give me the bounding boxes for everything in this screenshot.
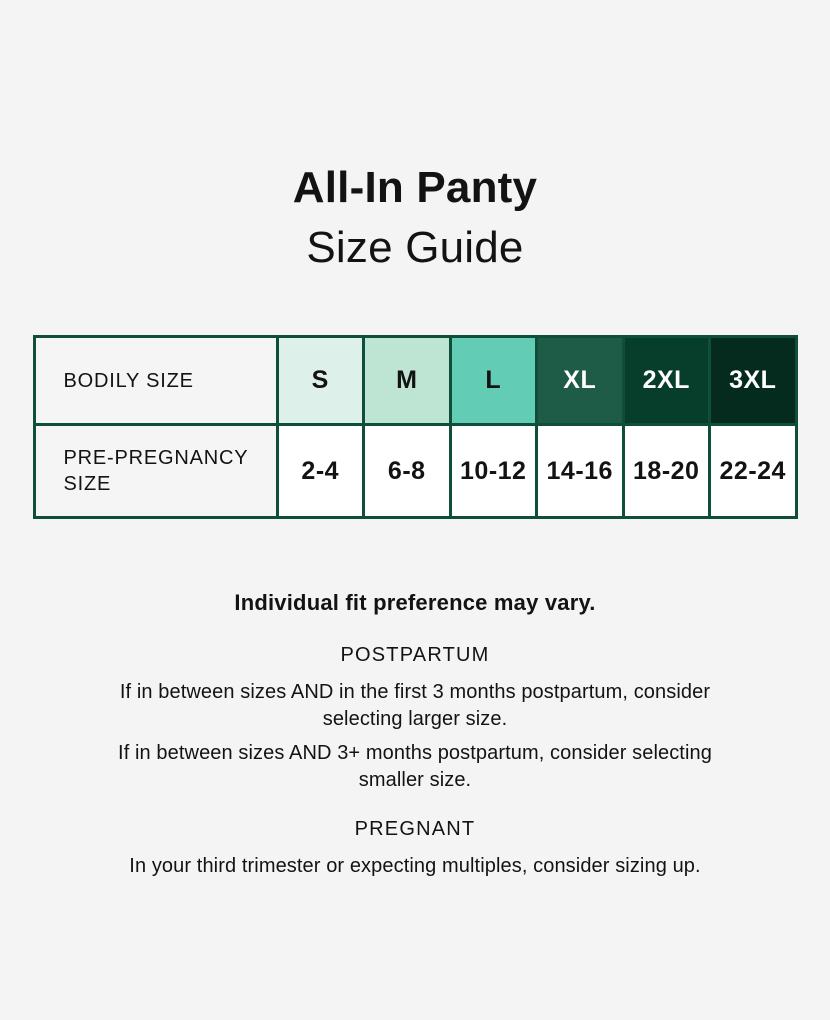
size-value-s: 2-4 bbox=[279, 426, 363, 516]
postpartum-heading: POSTPARTUM bbox=[340, 644, 490, 666]
page-title bbox=[0, 0, 830, 278]
header-row-label: BODILY SIZE bbox=[36, 338, 276, 423]
postpartum-note-2: If in between sizes AND 3+ months postpartum, consider selecting smaller size. bbox=[118, 742, 712, 791]
pregnant-heading: PREGNANT bbox=[354, 818, 476, 840]
size-header-3xl: 3XL bbox=[711, 338, 795, 423]
product-name: All-In Panty bbox=[292, 163, 538, 212]
size-value-3xl: 22-24 bbox=[711, 426, 795, 516]
size-value-m: 6-8 bbox=[365, 426, 449, 516]
size-header-2xl: 2XL bbox=[625, 338, 709, 423]
size-header-m: M bbox=[365, 338, 449, 423]
size-value-l: 10-12 bbox=[452, 426, 536, 516]
size-header-l: L bbox=[452, 338, 536, 423]
postpartum-note-1: If in between sizes AND in the first 3 months postpartum, consider selecting larger size. bbox=[119, 681, 711, 730]
fit-preference-note: Individual fit preference may vary. bbox=[234, 590, 596, 615]
size-table bbox=[33, 335, 798, 519]
page-subtitle: Size Guide bbox=[306, 223, 524, 272]
size-value-2xl: 18-20 bbox=[625, 426, 709, 516]
size-header-xl: XL bbox=[538, 338, 622, 423]
size-value-xl: 14-16 bbox=[538, 426, 622, 516]
data-row-label: PRE-PREGNANCY SIZE bbox=[36, 426, 276, 516]
size-header-s: S bbox=[279, 338, 363, 423]
pregnant-note-1: In your third trimester or expecting multiples, consider sizing up. bbox=[129, 855, 701, 877]
